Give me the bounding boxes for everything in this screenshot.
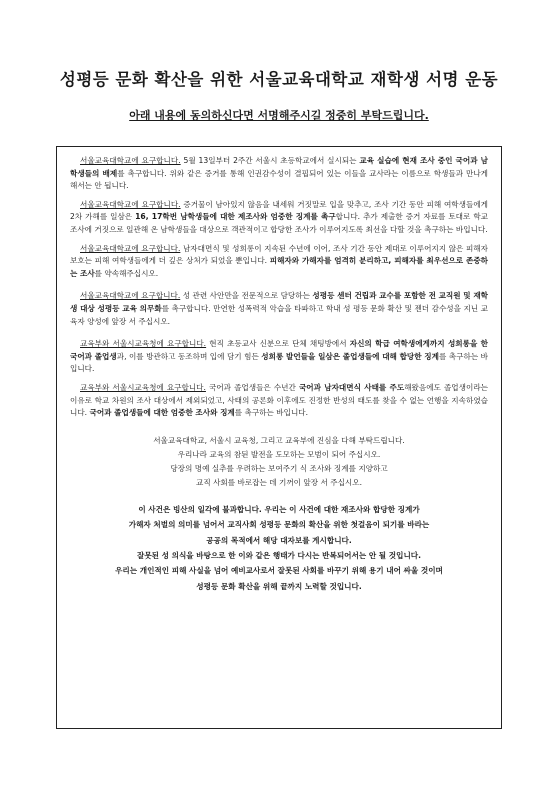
body-text: 남자대면식 및 성희롱이 지속된 수년에 이어, 조사 기간 동안 제대로 이루어지지 않은 피해자 보호는 피해 여학생들에게 더 깊은 상처가 되었을 뿐입니다.: [70, 243, 488, 266]
demand-lead: 서울교육대학교에 요구합니다.: [80, 156, 181, 165]
closing-request: [70, 434, 488, 490]
final-line: 가해자 처벌의 의미를 넘어서 교직사회 성평등 문화의 확산을 위한 첫걸음이 되기를 바라는: [128, 520, 430, 530]
demand-lead: 서울교육대학교에 요구합니다.: [80, 291, 181, 301]
demand-paragraph: [70, 199, 488, 237]
closing-line: 교직 사회를 바로잡는 데 기꺼이 앞장 서 주십시오.: [195, 477, 363, 487]
final-line: 공공의 목적에서 해당 대자보를 게시합니다.: [206, 535, 352, 545]
demand-paragraph: [70, 338, 488, 376]
demand-paragraph: [70, 155, 488, 193]
body-text: 해왔음에도 졸업생이라는 이유로 학교 차원의 조사 대상에서 제외되었고, 사태의 공론화 이후에도 진정한 반성의 태도를 찾을 수 없는 언행을 지속하였습니다.: [70, 382, 488, 418]
demand-paragraph: [70, 382, 488, 420]
closing-line: 당장의 명예 실추를 우려하는 보여주기 식 조사와 징계를 지양하고: [170, 463, 388, 473]
demand-lead: 교육부와 서울시교육청에 요구합니다.: [80, 382, 206, 392]
body-text: 를 약속해주십시오.: [94, 268, 159, 278]
demand-lead: 서울교육대학교에 요구합니다.: [80, 199, 181, 209]
final-line: 잘못된 성 의식을 바탕으로 한 이와 같은 행태가 다시는 반복되어서는 안 될 것입니다.: [136, 550, 421, 560]
emphasized-text: 교육 실습에 현재 조사 중인 국어과 남학생들의 배제: [70, 156, 488, 178]
body-text: 합니다. 추가 제출한 증거 자료를 토대로 학교 조사에 거짓으로 일관해 온 남학생들을 대상으로 객관적이고 합당한 조사가 이루어지도록 최선을 다할 것을 촉구하는 바입니다.: [70, 212, 489, 234]
body-text: 를 촉구하는 바입니다.: [234, 408, 309, 418]
demand-paragraph: [70, 290, 488, 328]
page-title: 성평등 문화 확산을 위한 서울교육대학교 재학생 서명 운동: [59, 70, 499, 89]
body-text: 증거물이 남아있지 않음을 내세워 거짓말로 입을 맞추고, 조사 기간 동안 피해 여학생들에게 2차 가해를 일삼은: [70, 199, 488, 222]
petition-content-box: [56, 146, 502, 729]
body-text: 과, 이를 방관하고 동조하며 입에 담기 힘든: [116, 351, 262, 361]
subtitle-text: 아래 내용에 동의하신다면 서명해주시길 정중히 부탁드립니다.: [129, 109, 429, 122]
emphasized-text: 국어과 남자대면식 사태를 주도: [298, 382, 405, 392]
emphasized-text: 16, 17학번 남학생들에 대한 제조사와 엄중한 징계를 촉구: [135, 212, 336, 222]
demand-lead: 서울교육대학교에 요구합니다.: [80, 243, 181, 253]
body-text: 현직 초등교사 신분으로 단체 채팅방에서: [206, 339, 350, 349]
final-statement: [70, 502, 488, 594]
emphasized-text: 성평등 센터 건립과 교수를 포함한 전 교직원 및 재학생 대상 성평등 교육 의무화: [70, 291, 488, 313]
body-text: 를 촉구하는 바입니다.: [70, 351, 488, 374]
demand-lead: 교육부와 서울시교육청에 요구합니다.: [80, 339, 207, 349]
closing-line: 우리나라 교육의 참된 발전을 도모하는 모범이 되어 주십시오.: [177, 449, 381, 459]
demand-paragraphs: [70, 155, 488, 420]
emphasized-text: 피해자와 가해자를 엄격히 분리하고, 피해자를 최우선으로 존중하는 조사: [70, 256, 488, 278]
final-line: 성평등 문화 확산을 위해 끝까지 노력할 것입니다.: [196, 581, 362, 591]
body-text: 를 촉구합니다. 만연한 성폭력적 악습을 타파하고 학내 성 평등 문화 확산 및 젠더 감수성을 지닌 교육자 양성에 앞장 서 주십시오.: [70, 303, 488, 326]
emphasized-text: 국어과 졸업생들에 대한 엄중한 조사와 징계: [89, 408, 235, 418]
body-text: 국어과 졸업생들은 수년간: [205, 382, 299, 392]
closing-line: 서울교육대학교, 서울시 교육청, 그리고 교육부에 진심을 다해 부탁드립니다.: [153, 435, 405, 445]
body-text: 5월 13일부터 2주간 서울시 초등학교에서 실시되는: [180, 156, 360, 165]
final-line: 이 사건은 빙산의 일각에 불과합니다. 우리는 이 사건에 대한 재조사와 합당한 징계가: [138, 504, 420, 514]
body-text: 성 관련 사안만을 전문적으로 담당하는: [180, 291, 313, 301]
demand-paragraph: [70, 243, 488, 281]
emphasized-text: 자신의 학급 여학생에게까지 성희롱을 한 국어과 졸업생: [70, 339, 489, 361]
final-line: 우리는 개인적인 피해 사실을 넘어 예비교사로서 잘못된 사회를 바꾸기 위해 용기 내어 싸울 것이며: [115, 566, 443, 576]
page-subtitle: [0, 107, 558, 123]
emphasized-text: 성희롱 발언들을 일삼은 졸업생들에 대해 합당한 징계: [261, 351, 439, 361]
body-text: 를 촉구합니다. 위와 같은 증거를 통해 인권감수성이 결핍되어 있는 이들을 교사라는 이름으로 학생들과 만나게 해서는 안 됩니다.: [70, 168, 488, 191]
